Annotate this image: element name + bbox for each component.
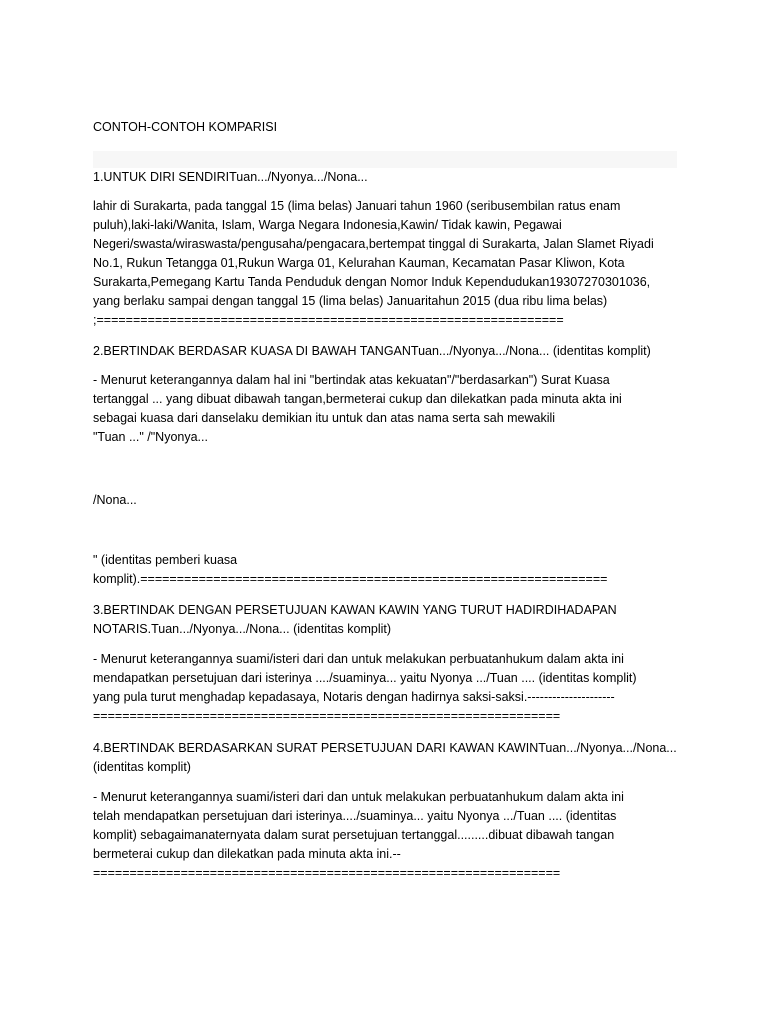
section-1-body-line-5: Surakarta,Pemegang Kartu Tanda Penduduk dengan Nomor Induk Kependudukan19307270301036, bbox=[93, 275, 651, 289]
section-4-separator: ================================================================ bbox=[93, 866, 561, 880]
section-2-separator: komplit).================================================================ bbox=[93, 572, 608, 586]
section-3-heading-line-1: 3.BERTINDAK DENGAN PERSETUJUAN KAWAN KAWIN YANG TURUT HADIRDIHADAPAN bbox=[93, 603, 617, 617]
section-2-body-line-2: tertanggal ... yang dibuat dibawah tangan,bermeterai cukup dan dilekatkan pada minuta akta ini bbox=[93, 392, 622, 406]
section-2-body-line-3: sebagai kuasa dari danselaku demikian itu untuk dan atas nama serta sah mewakili bbox=[93, 411, 556, 425]
section-1-heading-line-1: 1.UNTUK DIRI SENDIRITuan.../Nyonya.../Nona... bbox=[93, 170, 368, 184]
section-3-body-line-2: mendapatkan persetujuan dari isterinya ..../suaminya... yaitu Nyonya .../Tuan .... (identitas komplit) bbox=[93, 671, 637, 685]
section-1-body-line-1: lahir di Surakarta, pada tanggal 15 (lima belas) Januari tahun 1960 (seribusembilan ratus enam bbox=[93, 199, 621, 213]
section-3-heading-line-2: NOTARIS.Tuan.../Nyonya.../Nona... (identitas komplit) bbox=[93, 622, 392, 636]
section-3-heading bbox=[93, 601, 683, 639]
section-4-heading-line-2: (identitas komplit) bbox=[93, 760, 191, 774]
section-2-body-line-1: - Menurut keterangannya dalam hal ini "bertindak atas kekuatan"/"berdasarkan") Surat Kuasa bbox=[93, 373, 610, 387]
section-4-heading bbox=[93, 739, 683, 777]
section-3-body bbox=[93, 650, 693, 726]
section-2-extra-2 bbox=[93, 551, 693, 589]
section-4-body bbox=[93, 788, 693, 883]
section-3-separator: ================================================================ bbox=[93, 709, 561, 723]
section-4-body-line-2: telah mendapatkan persetujuan dari isterinya..../suaminya... yaitu Nyonya .../Tuan .... (identitas bbox=[93, 809, 617, 823]
section-4-body-line-4: bermeterai cukup dan dilekatkan pada minuta akta ini.-- bbox=[93, 847, 401, 861]
document-title: CONTOH-CONTOH KOMPARISI bbox=[93, 120, 278, 134]
section-2-body-line-4: "Tuan ..." /"Nyonya... bbox=[93, 430, 208, 444]
section-2-extra-2-line-1: " (identitas pemberi kuasa bbox=[93, 553, 238, 567]
section-2-extra-1-line: /Nona... bbox=[93, 493, 137, 507]
section-2-heading-line-1: 2.BERTINDAK BERDASAR KUASA DI BAWAH TANGANTuan.../Nyonya.../Nona... (identitas komplit) bbox=[93, 344, 651, 358]
section-1-body-line-3: Negeri/swasta/wiraswasta/pengusaha/pengacara,bertempat tinggal di Surakarta, Jalan Slamet Riyadi bbox=[93, 237, 654, 251]
section-2-heading bbox=[93, 342, 683, 361]
section-4-body-line-1: - Menurut keterangannya suami/isteri dari dan untuk melakukan perbuatanhukum dalam akta ini bbox=[93, 790, 624, 804]
section-1-heading bbox=[93, 168, 683, 187]
section-3-body-line-3: yang pula turut menghadap kepadasaya, Notaris dengan hadirnya saksi-saksi.--------------------- bbox=[93, 690, 615, 704]
highlight-band bbox=[93, 151, 677, 168]
section-2-body bbox=[93, 371, 693, 447]
section-1-body bbox=[93, 197, 693, 330]
section-1-body-line-6: yang berlaku sampai dengan tanggal 15 (lima belas) Januaritahun 2015 (dua ribu lima belas) bbox=[93, 294, 608, 308]
section-4-heading-line-1: 4.BERTINDAK BERDASARKAN SURAT PERSETUJUAN DARI KAWAN KAWINTuan.../Nyonya.../Nona... bbox=[93, 741, 677, 755]
section-1-separator: ;================================================================ bbox=[93, 313, 564, 327]
section-4-body-line-3: komplit) sebagaimanaternyata dalam surat persetujuan tertanggal.........dibuat dibawah tangan bbox=[93, 828, 615, 842]
section-1-body-line-4: No.1, Rukun Tetangga 01,Rukun Warga 01, Kelurahan Kauman, Kecamatan Pasar Kliwon, Kota bbox=[93, 256, 625, 270]
section-1-body-line-2: puluh),laki-laki/Wanita, Islam, Warga Negara Indonesia,Kawin/ Tidak kawin, Pegawai bbox=[93, 218, 562, 232]
section-3-body-line-1: - Menurut keterangannya suami/isteri dari dan untuk melakukan perbuatanhukum dalam akta ini bbox=[93, 652, 624, 666]
section-2-extra-1 bbox=[93, 491, 693, 510]
